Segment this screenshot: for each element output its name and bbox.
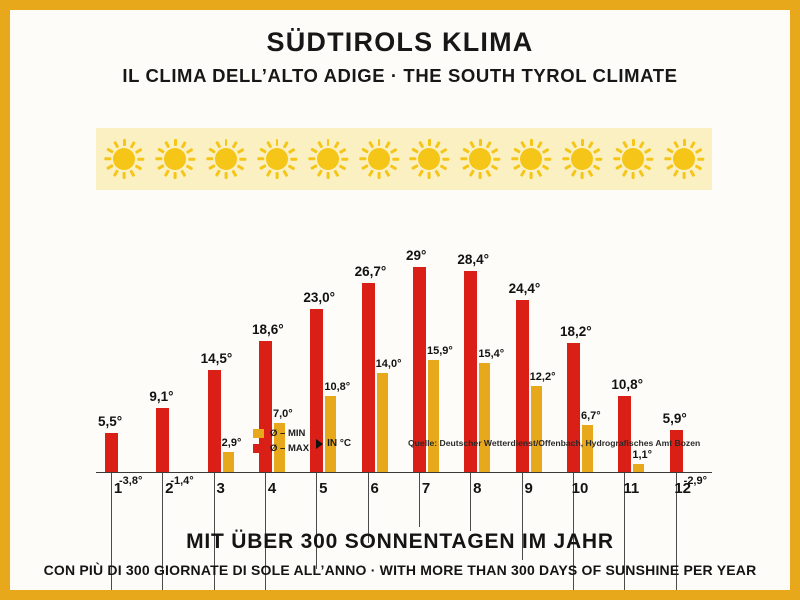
sun-ray xyxy=(259,148,266,154)
sun-ray xyxy=(266,141,272,148)
poster-inner xyxy=(10,10,790,590)
sun-ray xyxy=(174,172,177,179)
sun-ray xyxy=(695,164,702,170)
month-tick-label: 12 xyxy=(674,480,691,497)
sun-ray xyxy=(470,170,476,177)
sun-ray xyxy=(494,158,501,161)
sun-ray xyxy=(135,148,142,154)
sun-ray xyxy=(486,170,492,177)
legend-item-min xyxy=(253,428,309,439)
sun-ray xyxy=(155,158,162,161)
sun-disc xyxy=(520,148,542,170)
sun-icon xyxy=(460,139,500,179)
sun-ray xyxy=(137,158,144,161)
sun-icon xyxy=(409,139,449,179)
title-block xyxy=(10,10,790,87)
sun-ray xyxy=(282,170,288,177)
sun-ray xyxy=(690,170,696,177)
bar-max-label: 29° xyxy=(406,248,427,264)
bar-max-label: 18,2° xyxy=(560,324,592,340)
month-tick-label: 3 xyxy=(216,480,225,497)
bar-min-label: 6,7° xyxy=(581,409,601,422)
sun-band xyxy=(96,128,712,190)
sun-ray xyxy=(259,164,266,170)
page-title: SÜDTIROLS KLIMA xyxy=(266,27,534,57)
bar-min xyxy=(479,363,490,472)
sun-ray xyxy=(632,172,635,179)
sun-ray xyxy=(237,164,244,170)
sun-ray xyxy=(644,164,651,170)
sun-ray xyxy=(257,158,264,161)
sun-ray xyxy=(130,170,136,177)
sun-ray xyxy=(392,158,399,161)
sun-disc xyxy=(164,148,186,170)
bar-max xyxy=(567,343,580,472)
sun-ray xyxy=(308,158,315,161)
bar-max-label: 24,4° xyxy=(508,280,541,296)
legend-rows xyxy=(253,428,309,454)
sun-ray xyxy=(514,148,521,154)
sun-ray xyxy=(282,141,288,148)
bar-max-label: 23,0° xyxy=(303,290,336,306)
month-tick-label: 2 xyxy=(165,480,174,497)
sun-icon xyxy=(206,139,246,179)
sun-icon xyxy=(257,139,297,179)
sun-ray xyxy=(339,148,346,154)
bar-min xyxy=(428,360,439,472)
sun-ray xyxy=(542,148,549,154)
sun-ray xyxy=(615,148,622,154)
sun-ray xyxy=(564,164,571,170)
sun-ray xyxy=(613,158,620,161)
sun-ray xyxy=(378,139,381,146)
sun-disc xyxy=(266,148,288,170)
sun-ray xyxy=(290,158,297,161)
sun-ray xyxy=(104,158,111,161)
sun-ray xyxy=(512,158,519,161)
sun-icon xyxy=(613,139,653,179)
sun-ray xyxy=(581,172,584,179)
sun-ray xyxy=(664,158,671,161)
sun-disc xyxy=(622,148,644,170)
sun-ray xyxy=(673,170,679,177)
sun-ray xyxy=(428,172,431,179)
sun-ray xyxy=(666,148,673,154)
legend-swatch-min-icon xyxy=(253,429,264,438)
bar-max-label: 5,5° xyxy=(98,414,123,430)
sun-ray xyxy=(130,141,136,148)
bar-max xyxy=(156,408,169,472)
bar-min-label: 15,9° xyxy=(427,344,453,357)
sun-ray xyxy=(188,158,195,161)
sun-disc xyxy=(673,148,695,170)
sun-ray xyxy=(639,141,645,148)
sun-ray xyxy=(174,139,177,146)
sun-ray xyxy=(530,139,533,146)
sun-ray xyxy=(545,158,552,161)
sun-ray xyxy=(622,170,628,177)
sun-ray xyxy=(683,172,686,179)
month-tick-label: 10 xyxy=(571,480,589,497)
bar-max xyxy=(670,430,683,472)
sun-ray xyxy=(361,164,368,170)
sun-ray xyxy=(361,148,368,154)
bar-min-label: -2,9° xyxy=(683,475,708,487)
sun-disc xyxy=(469,148,491,170)
sun-ray xyxy=(384,170,390,177)
sun-ray xyxy=(389,148,396,154)
bar-min xyxy=(377,373,388,472)
sun-ray xyxy=(440,148,447,154)
sun-ray xyxy=(571,141,577,148)
sun-ray xyxy=(164,170,170,177)
sun-ray xyxy=(683,139,686,146)
month-tick-label: 11 xyxy=(623,480,640,497)
chart-source: Quelle: Deutscher Wetterdienst/Offenbach, Hydrografisches Amt Bozen xyxy=(408,438,701,448)
bar-max-label: 9,1° xyxy=(149,388,174,404)
bar-max-label: 18,6° xyxy=(252,321,284,337)
sun-ray xyxy=(615,164,622,170)
chart-legend xyxy=(253,428,351,454)
sun-ray xyxy=(491,148,498,154)
sun-ray xyxy=(231,141,237,148)
sun-ray xyxy=(113,141,119,148)
sun-ray xyxy=(333,141,339,148)
sun-ray xyxy=(327,139,330,146)
sun-ray xyxy=(562,158,569,161)
legend-item-max xyxy=(253,443,309,454)
footer-subline: CON PIÙ DI 300 GIORNATE DI SOLE ALL’ANNO · WITH MORE THAN 300 DAYS OF SUNSHINE PER YEAR xyxy=(43,562,757,578)
month-tick-label: 5 xyxy=(319,480,328,497)
sun-disc xyxy=(368,148,390,170)
bar-min-label: 15,4° xyxy=(478,348,505,361)
sun-ray xyxy=(419,170,425,177)
bar-min-label: 7,0° xyxy=(273,407,293,420)
bar-max-label: 14,5° xyxy=(200,350,233,366)
sun-ray xyxy=(106,148,113,154)
sun-ray xyxy=(266,170,272,177)
sun-ray xyxy=(310,164,317,170)
sun-ray xyxy=(479,139,482,146)
sun-ray xyxy=(537,141,543,148)
bar-min-label: 14,0° xyxy=(375,358,402,371)
sun-ray xyxy=(443,158,450,161)
bar-max xyxy=(208,370,221,472)
triangle-right-icon xyxy=(316,439,323,449)
bar-max xyxy=(105,433,118,472)
bar-min-label: 12,2° xyxy=(529,370,556,383)
bar-max-label: 26,7° xyxy=(354,264,387,280)
bar-min xyxy=(223,452,234,472)
sun-ray xyxy=(378,172,381,179)
sun-ray xyxy=(225,172,228,179)
sun-ray xyxy=(588,170,594,177)
sun-ray xyxy=(231,170,237,177)
sun-ray xyxy=(461,158,468,161)
axis-baseline xyxy=(96,472,712,473)
bar-max xyxy=(618,396,631,472)
legend-label-min: Ø – MIN xyxy=(270,428,306,439)
sun-ray xyxy=(384,141,390,148)
sun-ray xyxy=(164,141,170,148)
sun-ray xyxy=(530,172,533,179)
sun-ray xyxy=(440,164,447,170)
sun-ray xyxy=(673,141,679,148)
sun-ray xyxy=(622,141,628,148)
sun-ray xyxy=(410,158,417,161)
sun-ray xyxy=(276,172,279,179)
sun-ray xyxy=(632,139,635,146)
sun-ray xyxy=(288,148,295,154)
month-axis xyxy=(96,480,712,504)
sun-ray xyxy=(327,172,330,179)
sun-ray xyxy=(341,158,348,161)
bar-max-label: 28,4° xyxy=(457,252,490,268)
sun-ray xyxy=(644,148,651,154)
sun-ray xyxy=(310,148,317,154)
page-subtitle: IL CLIMA DELL’ALTO ADIGE · THE SOUTH TYROL CLIMATE xyxy=(122,65,678,87)
sun-icon xyxy=(155,139,195,179)
sun-ray xyxy=(186,164,193,170)
sun-ray xyxy=(186,148,193,154)
legend-unit-label: IN °C xyxy=(327,438,352,449)
sun-ray xyxy=(333,170,339,177)
climate-bar-chart xyxy=(96,190,712,487)
bar-min-label: -1,4° xyxy=(170,475,194,487)
sun-ray xyxy=(470,141,476,148)
month-tick-label: 6 xyxy=(370,480,379,497)
sun-ray xyxy=(463,164,470,170)
sun-disc xyxy=(317,148,339,170)
sun-ray xyxy=(215,141,221,148)
sun-ray xyxy=(106,164,113,170)
sun-ray xyxy=(113,170,119,177)
sun-ray xyxy=(695,148,702,154)
footer-block xyxy=(10,530,790,578)
sun-ray xyxy=(157,148,164,154)
sun-ray xyxy=(206,158,213,161)
sun-ray xyxy=(317,141,323,148)
sun-ray xyxy=(571,170,577,177)
legend-unit xyxy=(316,438,351,449)
sun-ray xyxy=(157,164,164,170)
sun-disc xyxy=(418,148,440,170)
sun-disc xyxy=(571,148,593,170)
sun-ray xyxy=(463,148,470,154)
sun-icon xyxy=(664,139,704,179)
sun-ray xyxy=(588,141,594,148)
sun-icon xyxy=(359,139,399,179)
bar-min xyxy=(531,386,542,472)
sun-ray xyxy=(181,170,187,177)
sun-ray xyxy=(208,148,215,154)
sun-ray xyxy=(690,141,696,148)
sun-ray xyxy=(239,158,246,161)
sun-ray xyxy=(215,170,221,177)
footer-headline: MIT ÜBER 300 SONNENTAGEN IM JAHR xyxy=(186,530,614,553)
bar-min-label: 10,8° xyxy=(324,380,351,393)
sun-ray xyxy=(412,164,419,170)
sun-ray xyxy=(537,170,543,177)
sun-ray xyxy=(564,148,571,154)
sun-disc xyxy=(215,148,237,170)
sun-icon xyxy=(511,139,551,179)
sun-ray xyxy=(368,170,374,177)
bar-max-label: 10,8° xyxy=(611,376,644,392)
legend-swatch-max-icon xyxy=(253,444,264,453)
sun-ray xyxy=(135,164,142,170)
sun-ray xyxy=(486,141,492,148)
sun-ray xyxy=(520,170,526,177)
sun-icon xyxy=(308,139,348,179)
sun-ray xyxy=(581,139,584,146)
sun-ray xyxy=(639,170,645,177)
sun-ray xyxy=(593,148,600,154)
month-tick-label: 9 xyxy=(524,480,533,497)
sun-ray xyxy=(520,141,526,148)
bar-min xyxy=(582,425,593,472)
sun-ray xyxy=(237,148,244,154)
sun-ray xyxy=(593,164,600,170)
month-tick-label: 8 xyxy=(473,480,482,497)
sun-ray xyxy=(317,170,323,177)
bar-min xyxy=(633,464,644,472)
sun-ray xyxy=(646,158,653,161)
bar-max-label: 5,9° xyxy=(662,411,687,427)
sun-ray xyxy=(412,148,419,154)
sun-disc xyxy=(113,148,135,170)
sun-icon xyxy=(562,139,602,179)
sun-ray xyxy=(435,170,441,177)
legend-label-max: Ø – MAX xyxy=(270,443,310,454)
sun-ray xyxy=(419,141,425,148)
sun-ray xyxy=(389,164,396,170)
sun-ray xyxy=(697,158,704,161)
sun-ray xyxy=(181,141,187,148)
sun-ray xyxy=(514,164,521,170)
month-tick-label: 7 xyxy=(421,480,431,497)
sun-ray xyxy=(435,141,441,148)
bar-min-label: -3,8° xyxy=(119,475,143,487)
sun-ray xyxy=(491,164,498,170)
sun-ray xyxy=(666,164,673,170)
sun-icon xyxy=(104,139,144,179)
month-tick-label: 1 xyxy=(113,480,123,497)
sun-ray xyxy=(359,158,366,161)
sun-ray xyxy=(208,164,215,170)
sun-ray xyxy=(595,158,602,161)
sun-ray xyxy=(368,141,374,148)
sun-ray xyxy=(339,164,346,170)
sun-ray xyxy=(276,139,279,146)
bar-min-label: 1,1° xyxy=(632,449,653,462)
sun-ray xyxy=(288,164,295,170)
sun-ray xyxy=(123,139,126,146)
bar-min-label: 2,9° xyxy=(221,436,242,449)
bar-max xyxy=(362,283,375,472)
month-tick-label: 4 xyxy=(267,480,277,497)
sun-ray xyxy=(479,172,482,179)
sun-ray xyxy=(225,139,228,146)
sun-ray xyxy=(428,139,431,146)
sun-ray xyxy=(123,172,126,179)
sun-ray xyxy=(542,164,549,170)
